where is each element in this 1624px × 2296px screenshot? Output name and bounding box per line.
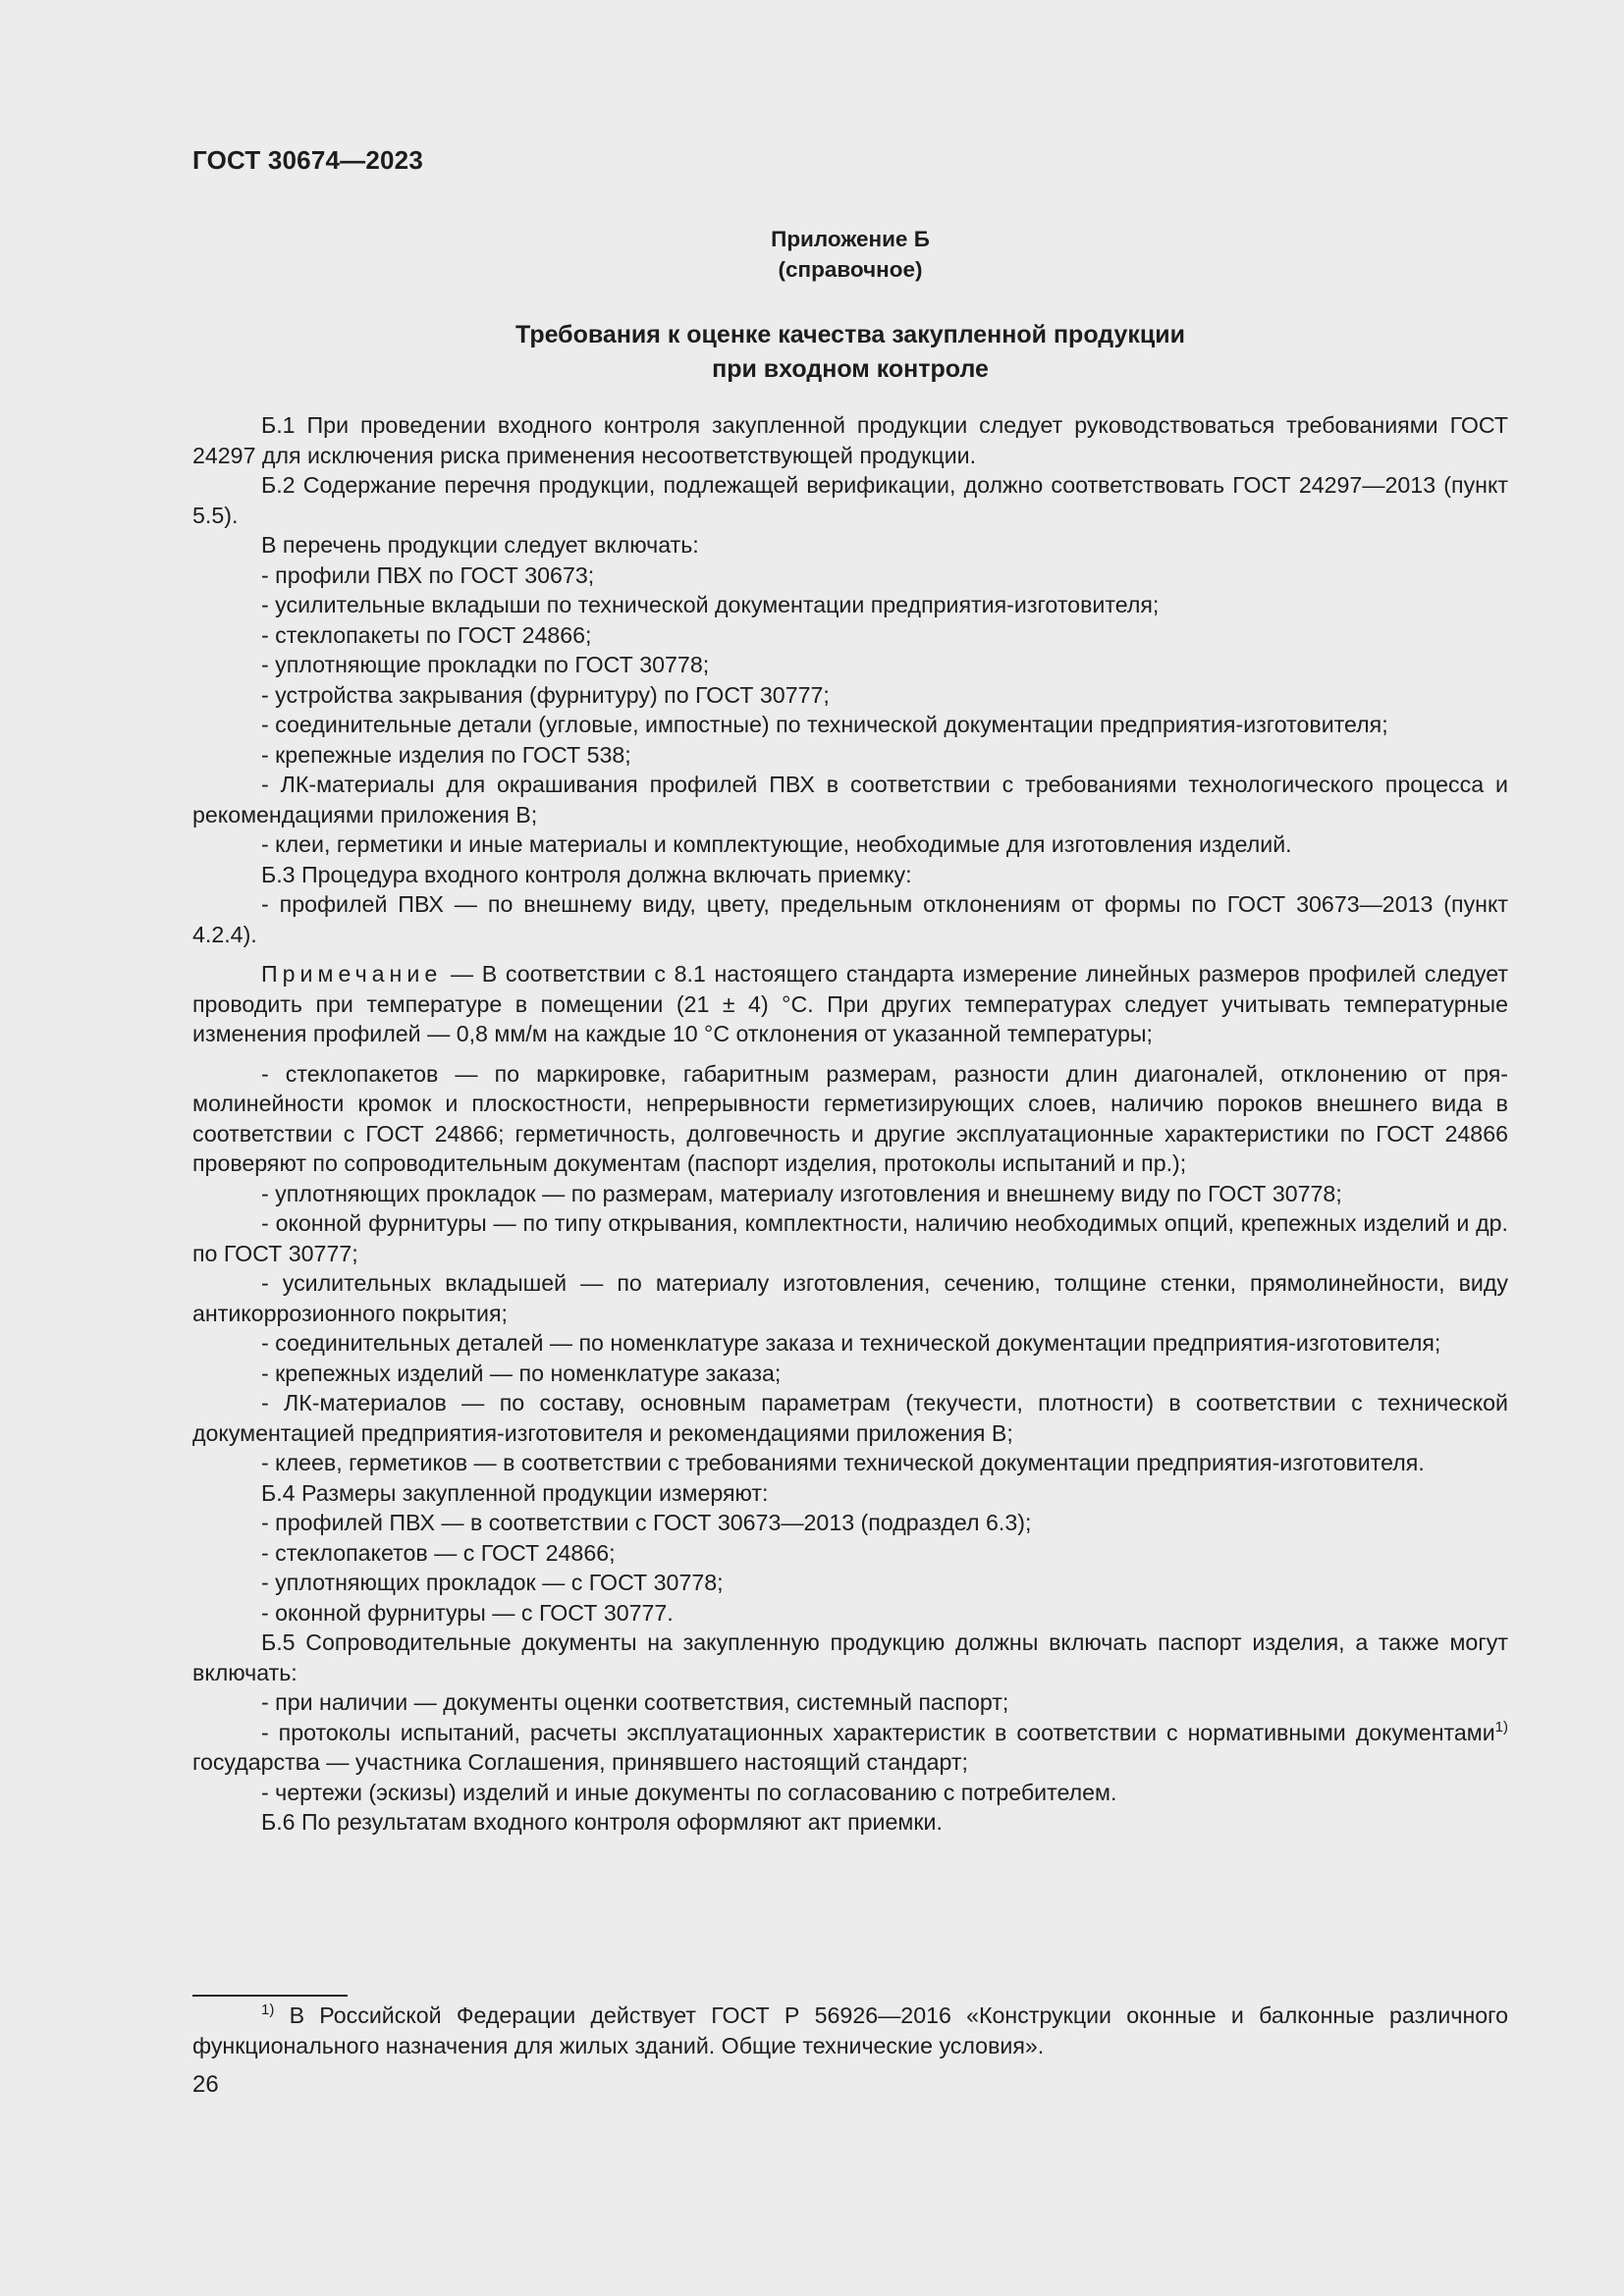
document-code-header: ГОСТ 30674—2023 [192, 145, 423, 175]
list-item: - стеклопакетов — с ГОСТ 24866; [261, 1539, 616, 1566]
list-item: - клеи, герметики и иные материалы и комплектующие, необходимые для изготовления изделий. [261, 831, 1292, 857]
list-item: - устройства закрывания (фурнитуру) по ГОСТ 30777; [261, 681, 830, 708]
note-text: — В соответствии с 8.1 настоящего стандарта измерение линейных размеров профилей следует проводить при температуре в помещении (21 ± 4) °С. При других температурах следует учитывать температурные изменения профилей — 0,8 мм/м на каждые 10 °С отклонения от указанной температуры; [192, 961, 1508, 1046]
list-item: - уплотняющих прокладок — с ГОСТ 30778; [261, 1570, 724, 1595]
appendix-kind: (справочное) [778, 257, 923, 282]
paragraph: Б.3 Процедура входного контроля должна включать приемку: [261, 861, 912, 887]
list-item: - при наличии — документы оценки соответствия, системный паспорт; [261, 1689, 1009, 1715]
list-item: - соединительных деталей — по номенклатуре заказа и технической документации предприятия-изготовителя; [261, 1330, 1441, 1356]
list-item: - оконной фурнитуры — по типу открывания, комплектности, наличию необходимых опций, крепежных изделий и др. по ГОСТ 30777; [192, 1210, 1508, 1266]
list-item: - ЛК-материалов — по составу, основным параметрам (текучести, плотности) в соответствии с технической документацией предприятия-изготовителя и рекомендациями приложения В; [192, 1390, 1508, 1446]
appendix-title-line2: при входном контроле [712, 355, 989, 383]
paragraph: Б.1 При проведении входного контроля закупленной продукции следует руководствоваться требованиями ГОСТ 24297 для исключения риска применения несоответствующей продукции. [192, 412, 1508, 468]
list-item: - усилительные вкладыши по технической документации предприятия-изготовителя; [261, 592, 1160, 617]
list-item: - профилей ПВХ — в соответствии с ГОСТ 30673—2013 (подраздел 6.3); [261, 1510, 1032, 1535]
footnote-divider [192, 1995, 348, 1997]
list-item: - профилей ПВХ — по внешнему виду, цвету, предельным отклонениям от формы по ГОСТ 30673—2013 (пункт 4.2.4). [192, 891, 1508, 947]
list-item: - крепежных изделий — по номенклатуре заказа; [261, 1360, 782, 1386]
appendix-heading [192, 224, 1508, 285]
footnote [192, 2001, 1508, 2060]
protocols-text: - протоколы испытаний, расчеты эксплуатационных характеристик в соответствии с нормативными документами [261, 1719, 1495, 1745]
footnote-mark: 1) [261, 2002, 275, 2018]
list-item: - чертежи (эскизы) изделий и иные документы по согласованию с потребителем. [261, 1779, 1117, 1805]
list-item: - уплотняющие прокладки по ГОСТ 30778; [261, 652, 710, 677]
appendix-label: Приложение Б [771, 227, 930, 251]
page-number: 26 [192, 2071, 219, 2098]
protocols-text-end: государства — участника Соглашения, принявшего настоящий стандарт; [192, 1749, 968, 1775]
footnote-ref: 1) [1494, 1718, 1508, 1735]
paragraph: Б.6 По результатам входного контроля оформляют акт приемки. [261, 1809, 943, 1835]
document-page [192, 145, 1508, 1838]
list-item: - усилительных вкладышей — по материалу изготовления, сечению, толщине стенки, прямолинейности, виду антикоррозионного покрытия; [192, 1270, 1508, 1326]
list-item: - крепежные изделия по ГОСТ 538; [261, 741, 631, 768]
paragraph: Б.4 Размеры закупленной продукции измеряют: [261, 1479, 769, 1506]
paragraph: В перечень продукции следует включать: [261, 532, 699, 558]
paragraph: Б.5 Сопроводительные документы на закупленную продукцию должны включать паспорт изделия, а также могут включать: [192, 1629, 1508, 1685]
note [192, 959, 1508, 1049]
list-item: - профили ПВХ по ГОСТ 30673; [261, 561, 595, 588]
list-item: - оконной фурнитуры — с ГОСТ 30777. [261, 1599, 674, 1626]
paragraph: Б.2 Содержание перечня продукции, подлежащей верификации, должно соответствовать ГОСТ 24297—2013 (пункт 5.5). [192, 472, 1508, 528]
appendix-title-line1: Требования к оценке качества закупленной продукции [515, 321, 1185, 348]
list-item: - клеев, герметиков — в соответствии с требованиями технической документации предприятия-изготовителя. [261, 1450, 1425, 1475]
note-label: Примечание [261, 961, 443, 987]
list-item: - ЛК-материалы для окрашивания профилей ПВХ в соответствии с требованиями технологического процесса и рекомендациями приложения В; [192, 772, 1508, 828]
list-item: - стеклопакетов — по маркировке, габаритным размерам, разности длин диагоналей, отклонению от прямолинейности кромок и плоскостности, непрерывности герметизирующих слоев, наличию пороков внешнего вида в соответствии с ГОСТ 24866; герметичность, долговечность и другие эксплуатационные характеристики по ГОСТ 24866 проверяют по сопроводительным документам (паспорт изделия, протоколы испытаний и пр.); [192, 1060, 1508, 1176]
list-item [192, 1718, 1508, 1778]
list-item: - соединительные детали (угловые, импостные) по технической документации предприятия-изготовителя; [261, 712, 1388, 737]
list-item: - стеклопакеты по ГОСТ 24866; [261, 621, 592, 648]
appendix-title [192, 318, 1508, 387]
list-item: - уплотняющих прокладок — по размерам, материалу изготовления и внешнему виду по ГОСТ 30778; [261, 1180, 1342, 1206]
footnote-text: В Российской Федерации действует ГОСТ Р 56926—2016 «Конструкции оконные и балконные различного функционального назначения для жилых зданий. Общие технические условия». [192, 2002, 1508, 2058]
document-body [192, 410, 1508, 1838]
